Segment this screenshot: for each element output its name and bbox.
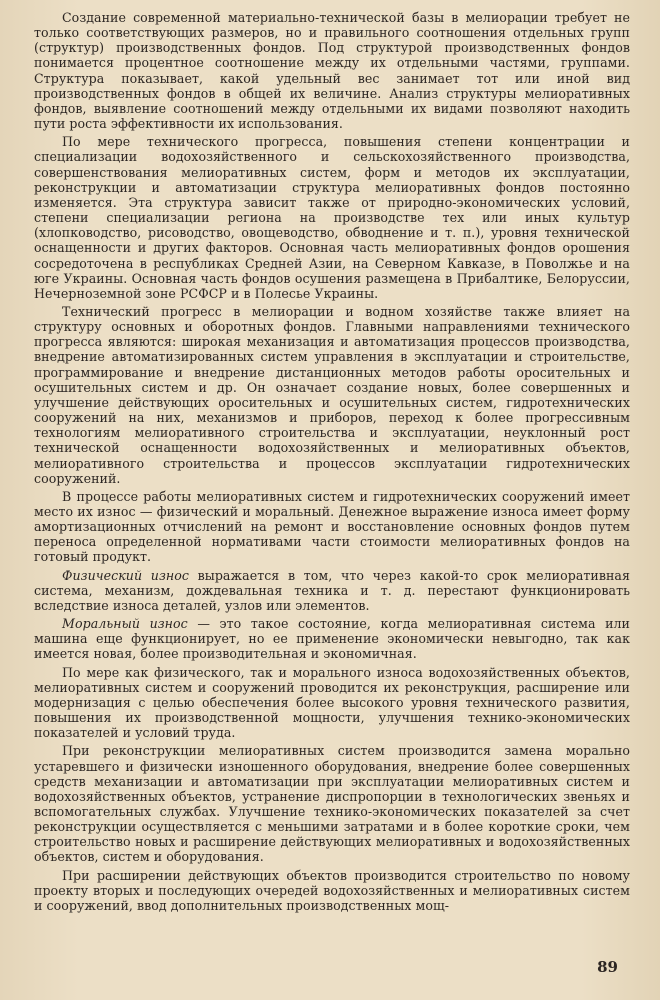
- paragraph-1: [34, 10, 630, 131]
- paragraph-6-text: — это такое состояние, когда мелиоративная система или машина еще функционирует, но ее применение экономически невыгодно, так как имеется новая, более производительная и экономичная.: [34, 616, 631, 662]
- page-number: 89: [597, 958, 618, 976]
- paragraph-8: [34, 743, 630, 864]
- paragraph-7: [34, 665, 630, 741]
- term-moral-wear: Моральный износ: [62, 616, 188, 632]
- paragraph-3: [34, 304, 630, 486]
- paragraph-2-text: По мере технического прогресса, повышения степени концентрации и специализации водохозяйственного и сельскохозяйственного производства, совершенствования мелиоративных систем, форм и методов их эксплуатации, реконструкции и автоматизации структура мелиоративных фондов постоянно изменяется. Эта структура зависит также от природно-экономических условий, степени специализации региона на производстве тех или иных культур (хлопководство, рисоводство, овощеводство, обводнение и т. п.), уровня технической оснащенности и других факторов. Основная часть мелиоративных фондов орошения сосредоточена в республиках Средней Азии, на Северном Кавказе, в Поволжье и на юге Украины. Основная часть фондов осушения размещена в Прибалтике, Белоруссии, Нечерноземной зоне РСФСР и в Полесье Украины.: [34, 134, 630, 301]
- paragraph-5-physical-wear: [34, 568, 630, 613]
- term-physical-wear: Физический износ: [62, 567, 189, 583]
- paragraph-5-text: выражается в том, что через какой-то срок мелиоративная система, механизм, дождевальная техника и т. д. перестают функционировать вследствие износа деталей, узлов или элементов.: [34, 567, 630, 613]
- paragraph-8-text: При реконструкции мелиоративных систем производится замена морально устаревшего и физически изношенного оборудования, внедрение более совершенных средств механизации и автоматизации при эксплуатации мелиоративных систем и водохозяйственных объектов, устранение диспропорции в технологических звеньях и вспомогательных службах. Улучшение технико-экономических показателей за счет реконструкции осуществляется с меньшими затратами и в более короткие сроки, чем строительство новых и расширение действующих мелиоративных и водохозяйственных объектов, систем и оборудования.: [34, 743, 630, 865]
- paragraph-1-text: Создание современной материально-технической базы в мелиорации требует не только соответствующих размеров, но и правильного соотношения отдельных групп (структур) производственных фондов. Под структурой производственных фондов понимается процентное соотношение между их отдельными частями, группами. Структура показывает, какой удельный вес занимает тот или иной вид производственных фондов в общей их величине. Анализ структуры мелиоративных фондов, выявление соотношений между отдельными их видами позволяют находить пути роста эффективности их использования.: [34, 10, 630, 132]
- paragraph-9: [34, 868, 630, 913]
- paragraph-6-moral-wear: [34, 616, 630, 661]
- body-text: [34, 10, 630, 913]
- paragraph-7-text: По мере как физического, так и морального износа водохозяйственных объектов, мелиоративных систем и сооружений проводится их реконструкция, расширение или модернизация с целью обеспечения более высокого уровня технического развития, повышения их производственной мощности, улучшения технико-экономических показателей и условий труда.: [34, 664, 630, 741]
- paragraph-4-text: В процессе работы мелиоративных систем и гидротехнических сооружений имеет место их износ — физический и моральный. Денежное выражение износа имеет форму амортизационных отчислений на ремонт и восстановление основных фондов путем переноса определенной нормативами части стоимости мелиоративных фондов на готовый продукт.: [34, 488, 630, 565]
- paragraph-9-text: При расширении действующих объектов производится строительство по новому проекту вторых и последующих очередей водохозяйственных и мелиоративных систем и сооружений, ввод дополнительных производственных мощ-: [34, 867, 630, 913]
- paragraph-3-text: Технический прогресс в мелиорации и водном хозяйстве также влияет на структуру основных и оборотных фондов. Главными направлениями технического прогресса являются: широкая механизация и автоматизация процессов производства, внедрение автоматизированных систем управления в эксплуатации и строительстве, программирование и внедрение дистанционных методов работы оросительных и осушительных систем и др. Он означает создание новых, более совершенных и улучшение действующих оросительных и осушительных систем, гидротехнических сооружений на них, механизмов и приборов, переход к более прогрессивным технологиям мелиоративного строительства и эксплуатации, неуклонный рост технической оснащенности водохозяйственных и мелиоративных объектов, мелиоративного строительства и процессов эксплуатации гидротехнических сооружений.: [34, 303, 630, 486]
- paragraph-4: [34, 489, 630, 565]
- paragraph-2: [34, 134, 630, 301]
